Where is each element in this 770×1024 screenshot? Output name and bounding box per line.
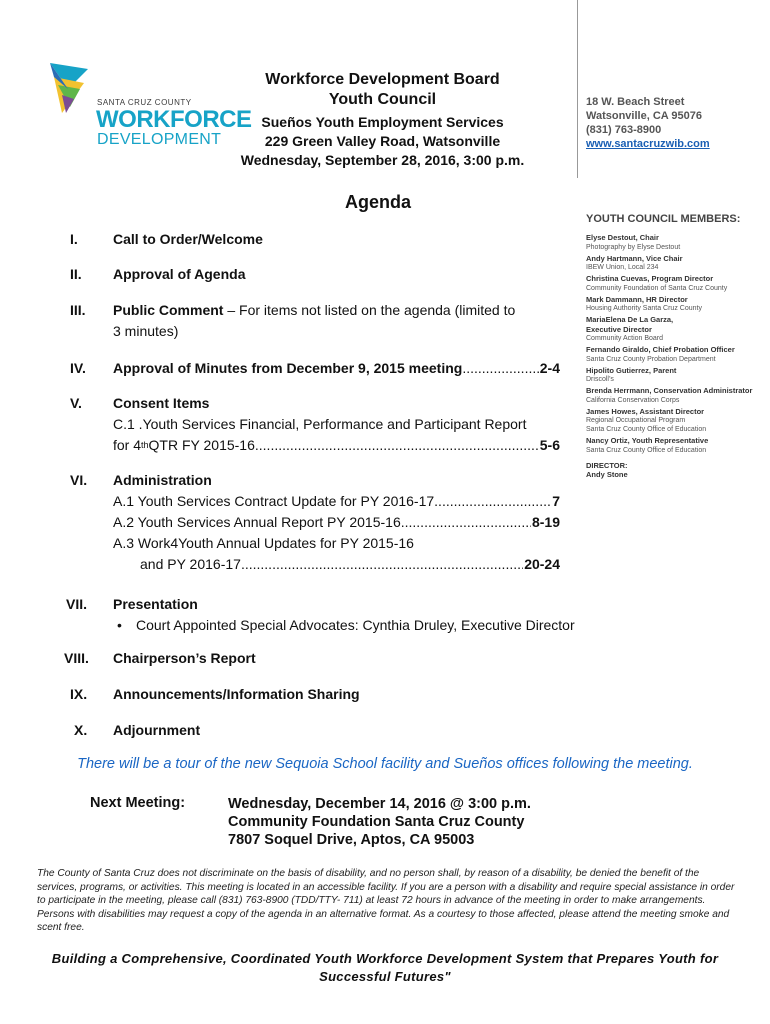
address-block: [586, 95, 710, 151]
member-entry: [586, 366, 770, 385]
member-org: Community Action Board: [586, 335, 664, 342]
item-title: Announcements/Information Sharing: [113, 686, 360, 702]
member-name: Andy Hartmann, Vice Chair: [586, 253, 683, 263]
next-meeting-venue: Community Foundation Santa Cruz County: [228, 814, 525, 830]
item-sub: and PY 2016-17: [140, 556, 241, 572]
slogan-line-1: Building a Comprehensive, Coordinated Youth Workforce Development System that Prepares Youth for: [51, 951, 719, 966]
member-org: IBEW Union, Local 234: [586, 264, 659, 271]
member-org: Santa Cruz County Probation Department: [586, 355, 716, 363]
item-sub: A.2 Youth Services Annual Report PY 2015-16: [113, 514, 401, 530]
member-name: Nancy Ortiz, Youth Representative: [586, 436, 709, 445]
logo-development-text: DEVELOPMENT: [97, 131, 222, 148]
council-title: Youth Council: [328, 91, 437, 108]
member-org: Regional Occupational Program: [586, 417, 686, 424]
website-link[interactable]: www.santacruzwib.com: [586, 138, 710, 150]
logo-workforce-text: WORKFORCE: [96, 106, 252, 133]
item-title: Presentation: [113, 596, 198, 612]
meeting-datetime: Wednesday, September 28, 2016, 3:00 p.m.: [240, 152, 525, 168]
item-number: VIII.: [64, 650, 89, 666]
director-label: DIRECTOR:: [586, 460, 628, 470]
item-title: Approval of Minutes from December 9, 2015 meeting: [113, 360, 463, 376]
member-org: Driscoll’s: [586, 376, 614, 383]
member-name: James Howes, Assistant Director: [586, 406, 705, 416]
next-meeting-label: Next Meeting:: [90, 795, 186, 811]
item-title: Call to Order/Welcome: [113, 231, 263, 247]
member-org: Photography by Elyse Destout: [586, 243, 681, 251]
logo-county-text: SANTA CRUZ COUNTY: [97, 98, 192, 107]
item-number: V.: [70, 395, 82, 411]
tour-note: There will be a tour of the new Sequoia School facility and Sueños offices following the meeting.: [77, 756, 693, 772]
page-number: 7: [552, 493, 560, 509]
item-number: VI.: [70, 472, 88, 488]
meeting-location: 229 Green Valley Road, Watsonville: [264, 133, 501, 149]
item-title: Public Comment: [113, 302, 224, 318]
address-street: 18 W. Beach Street: [586, 96, 685, 108]
page-number: 2-4: [539, 360, 560, 376]
member-org: California Conservation Corps: [586, 396, 680, 404]
item-number: I.: [70, 231, 78, 247]
item-sub: C.1 .Youth Services Financial, Performance and Participant Report: [113, 416, 527, 432]
item-sub-pre: for 4: [113, 437, 142, 453]
member-org: Community Foundation of Santa Cruz County: [586, 284, 728, 292]
address-city: Watsonville, CA 95076: [586, 110, 702, 122]
item-sub-sup: th: [141, 440, 149, 450]
member-name: Mark Dammann, HR Director: [586, 294, 688, 304]
member-name: Fernando Giraldo, Chief Probation Officer: [586, 345, 735, 354]
member-org: Santa Cruz County Office of Education: [586, 446, 707, 454]
members-sidebar: [586, 213, 770, 480]
member-entry: [586, 274, 770, 293]
member-name: Christina Cuevas, Program Director: [586, 274, 714, 283]
member-entry: [586, 315, 770, 343]
page-number: 5-6: [539, 437, 560, 453]
member-entry: [586, 386, 770, 405]
item-sub: A.3 Work4Youth Annual Updates for PY 2015-16: [113, 535, 414, 551]
item-number: IV.: [70, 360, 86, 376]
item-title: Administration: [113, 472, 212, 488]
board-title: Workforce Development Board: [265, 71, 500, 88]
slogan-line-2: Successful Futures": [319, 969, 451, 984]
address-phone: (831) 763-8900: [586, 124, 662, 136]
member-org: Housing Authority Santa Cruz County: [586, 305, 702, 312]
bullet-icon: •: [117, 617, 122, 633]
footer-slogan: [0, 950, 770, 986]
item-bullet: Court Appointed Special Advocates: Cynthia Druley, Executive Director: [136, 617, 575, 633]
logo: [40, 55, 252, 155]
header-divider: [577, 0, 578, 178]
member-name: Elyse Destout, Chair: [586, 233, 659, 242]
logo-mark-icon: [40, 55, 100, 115]
item-number: X.: [74, 722, 88, 738]
next-meeting-date: Wednesday, December 14, 2016 @ 3:00 p.m.: [228, 796, 531, 812]
member-entry: [586, 345, 770, 364]
member-title: Executive Director: [586, 324, 652, 334]
next-meeting-info: [228, 795, 531, 849]
director-name: Andy Stone: [586, 470, 628, 479]
item-number: IX.: [70, 686, 88, 702]
item-desc-cont: 3 minutes): [113, 323, 179, 339]
member-name: MariaElena De La Garza,: [586, 315, 674, 324]
page-number: 20-24: [524, 556, 560, 572]
document-header: [210, 70, 555, 170]
meeting-org: Sueños Youth Employment Services: [261, 114, 504, 130]
item-sub: A.1 Youth Services Contract Update for PY 2016-17: [113, 493, 435, 509]
member-name: Brenda Herrmann, Conservation Administrator: [586, 386, 753, 395]
item-title: Approval of Agenda: [113, 266, 246, 282]
member-entry: [586, 295, 770, 314]
item-title: Adjournment: [113, 722, 201, 738]
item-number: VII.: [66, 596, 88, 612]
member-entry: [586, 436, 770, 455]
member-entry: [586, 233, 770, 252]
director-entry: [586, 461, 770, 480]
member-entry: [586, 407, 770, 435]
page-number: 8-19: [531, 514, 560, 530]
accessibility-disclaimer: The County of Santa Cruz does not discriminate on the basis of disability, and no person shall, by reason of a disability, be denied the benefit of the services, programs, or activities. This meeting is located in an accessible facility. If you are a person with a disability and require special assistance in order to participate in the meeting, please call (831) 763-8900 (TDD/TTY- 711) at least 72 hours in advance of the meeting in order to make arrangements. Persons with disabilities may request a copy of the agenda in an alternative format. As a courtesy to those affected, please attend the meeting smoke and scent free.: [37, 868, 735, 933]
agenda-title: Agenda: [345, 192, 412, 212]
item-number: III.: [70, 302, 86, 318]
item-title: Consent Items: [113, 395, 210, 411]
member-entry: [586, 254, 770, 273]
item-title: Chairperson’s Report: [113, 650, 256, 666]
next-meeting-address: 7807 Soquel Drive, Aptos, CA 95003: [228, 832, 475, 848]
member-name: Hipolito Gutierrez, Parent: [586, 365, 677, 375]
member-org-2: Santa Cruz County Office of Education: [586, 426, 707, 433]
item-sub-post: QTR FY 2015-16: [148, 437, 255, 453]
members-header: YOUTH COUNCIL MEMBERS:: [586, 213, 741, 225]
item-number: II.: [70, 266, 82, 282]
item-desc: – For items not listed on the agenda (limited to: [223, 302, 516, 318]
